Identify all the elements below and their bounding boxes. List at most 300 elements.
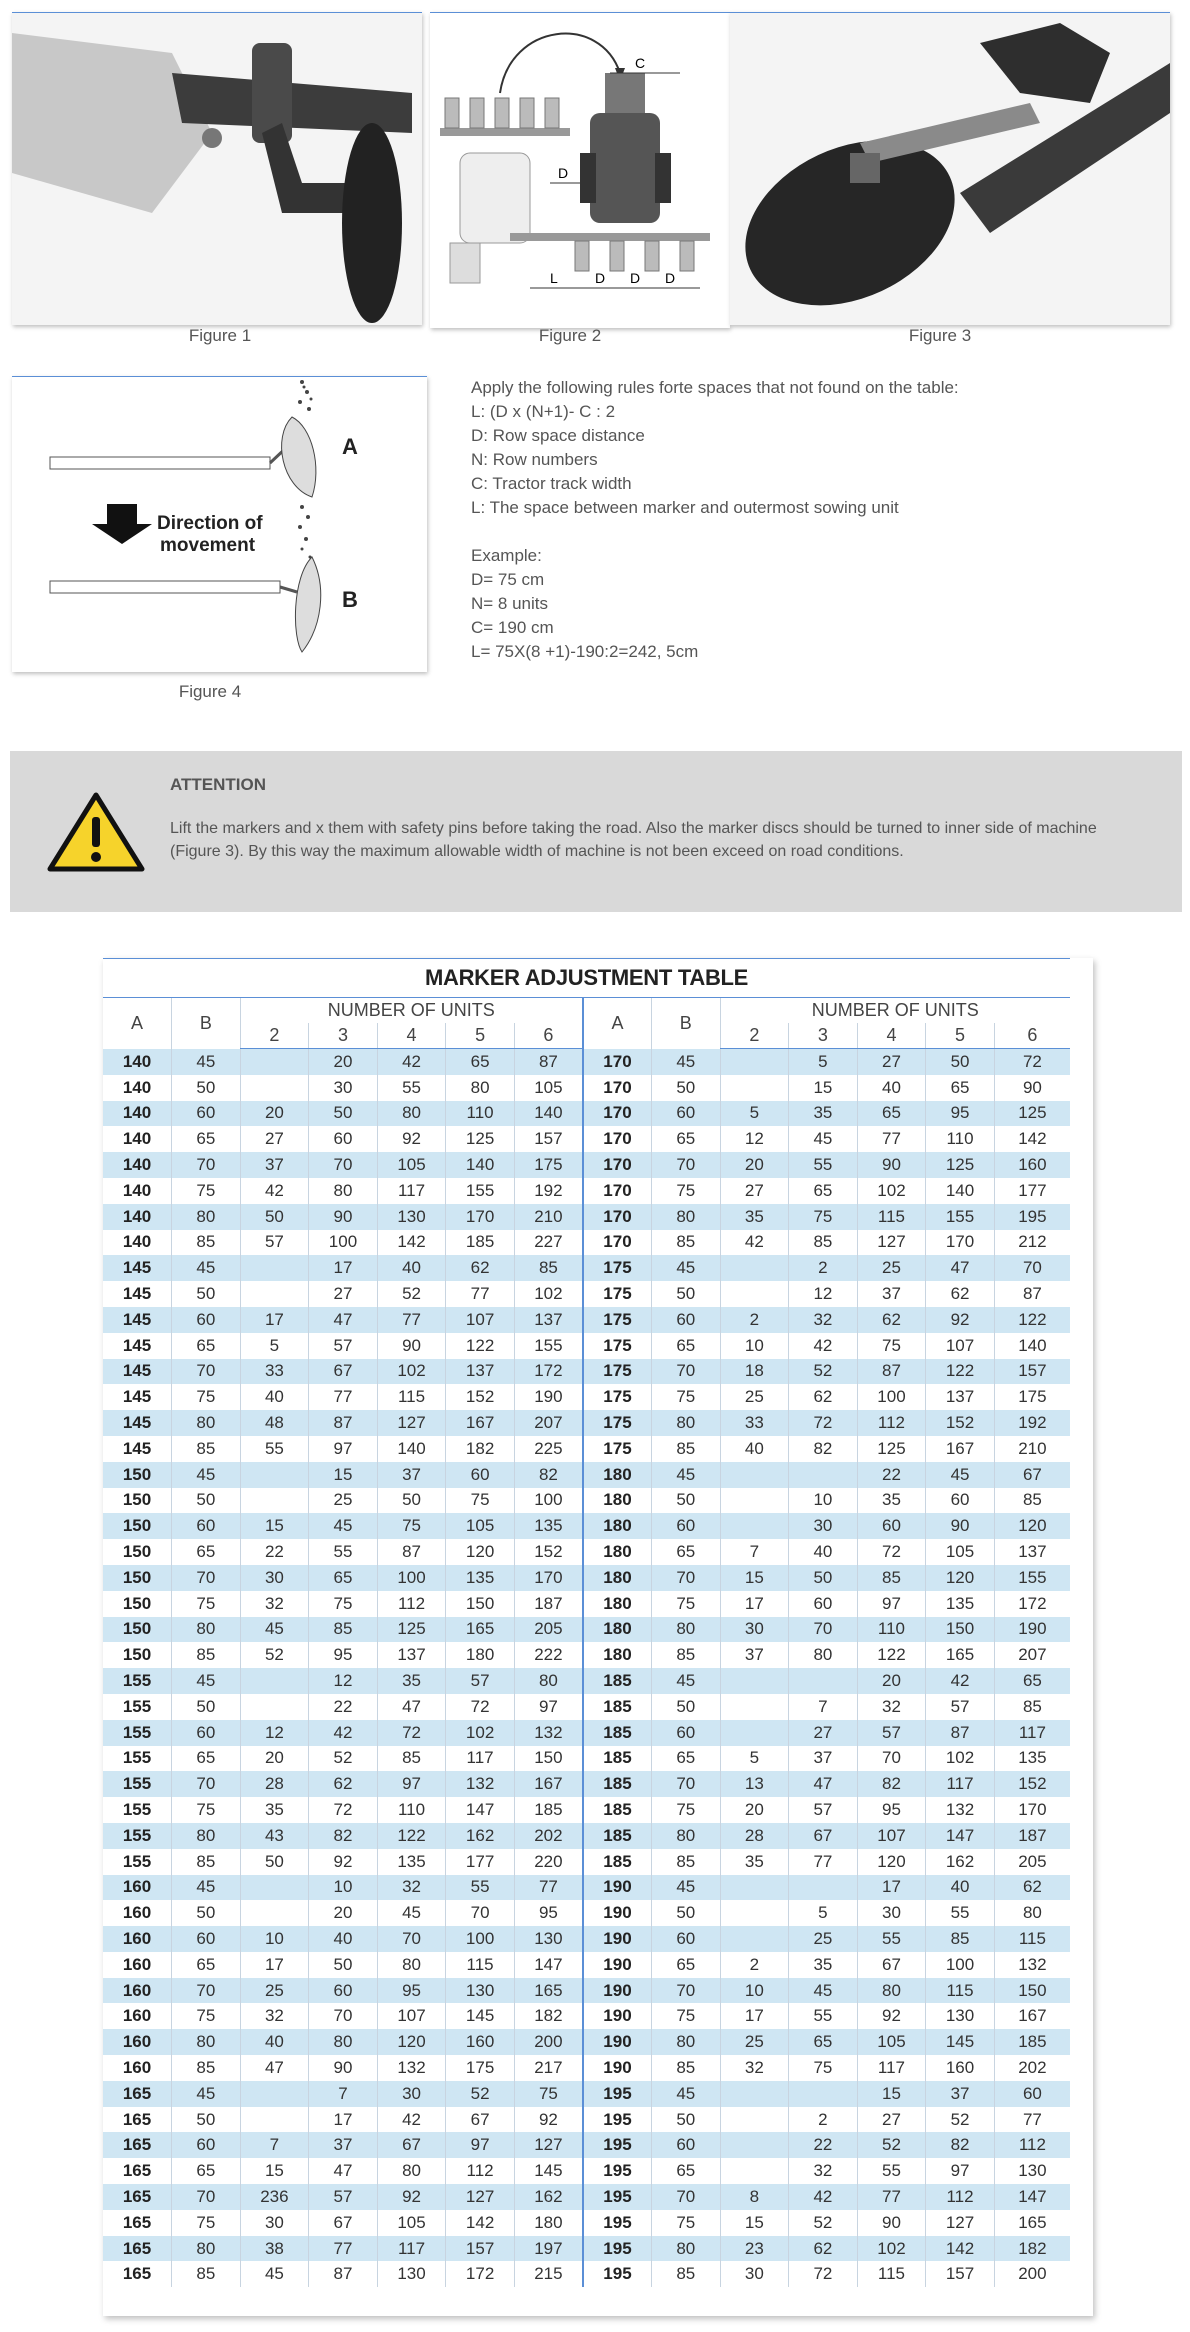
table-cell: 130 bbox=[377, 2261, 446, 2287]
table-cell: 137 bbox=[377, 1642, 446, 1668]
table-cell: 140 bbox=[122, 1232, 152, 1252]
table-cell: 80 bbox=[652, 1204, 721, 1230]
table-cell: 122 bbox=[377, 1823, 446, 1849]
table-row bbox=[103, 1900, 1070, 1926]
adjustment-rules bbox=[471, 376, 1111, 664]
col-header-b-right: B bbox=[652, 998, 721, 1049]
table-cell: 22 bbox=[857, 1462, 926, 1488]
table-row bbox=[103, 2107, 1070, 2133]
table-cell: 70 bbox=[172, 2184, 241, 2210]
table-cell: 95 bbox=[309, 1642, 378, 1668]
table-cell: 15 bbox=[789, 1075, 858, 1101]
table-cell: 127 bbox=[514, 2132, 583, 2158]
table-cell: 70 bbox=[172, 1771, 241, 1797]
table-cell: 52 bbox=[789, 1359, 858, 1385]
table-cell: 125 bbox=[377, 1617, 446, 1643]
table-cell: 50 bbox=[652, 2107, 721, 2133]
table-row bbox=[103, 1230, 1070, 1256]
table-row bbox=[103, 1591, 1070, 1617]
table-cell: 72 bbox=[994, 1049, 1070, 1075]
table-cell: 150 bbox=[103, 1462, 172, 1488]
table-cell: 117 bbox=[377, 1178, 446, 1204]
table-cell: 35 bbox=[240, 1797, 309, 1823]
table-cell: 30 bbox=[377, 2081, 446, 2107]
table-cell: 130 bbox=[514, 1926, 583, 1952]
table-cell: 130 bbox=[377, 1204, 446, 1230]
table-cell: 12 bbox=[240, 1720, 309, 1746]
diagram-label-b: B bbox=[342, 587, 358, 612]
marker-adjustment-table bbox=[103, 958, 1093, 2316]
rule-line: L: The space between marker and outermost sowing unit bbox=[471, 498, 899, 517]
table-cell: 15 bbox=[309, 1462, 378, 1488]
table-cell: 15 bbox=[720, 2210, 789, 2236]
table-cell: 37 bbox=[857, 1281, 926, 1307]
table-cell: 27 bbox=[789, 1720, 858, 1746]
table-cell: 40 bbox=[240, 2029, 309, 2055]
table-cell: 110 bbox=[446, 1101, 515, 1127]
table-cell: 60 bbox=[446, 1462, 515, 1488]
table-cell: 75 bbox=[789, 2055, 858, 2081]
table-cell: 75 bbox=[652, 2003, 721, 2029]
table-cell: 62 bbox=[994, 1875, 1070, 1901]
table-cell: 160 bbox=[103, 2029, 172, 2055]
unit-count-header: 5 bbox=[446, 1023, 515, 1049]
table-cell: 85 bbox=[994, 1694, 1070, 1720]
table-cell: 17 bbox=[309, 1255, 378, 1281]
table-row bbox=[103, 2055, 1070, 2081]
table-cell: 155 bbox=[103, 1668, 172, 1694]
table-row bbox=[103, 1049, 1070, 1075]
table-cell: 172 bbox=[446, 2261, 515, 2287]
table-cell: 72 bbox=[377, 1720, 446, 1746]
table-cell: 147 bbox=[446, 1797, 515, 1823]
table-cell: 127 bbox=[857, 1230, 926, 1256]
table-cell: 7 bbox=[309, 2081, 378, 2107]
table-cell: 80 bbox=[172, 2029, 241, 2055]
table-cell: 180 bbox=[514, 2210, 583, 2236]
table-cell: 57 bbox=[926, 1694, 995, 1720]
table-cell: 185 bbox=[583, 1694, 652, 1720]
table-cell: 55 bbox=[309, 1539, 378, 1565]
table-cell bbox=[720, 2158, 789, 2184]
table-cell: 105 bbox=[377, 1152, 446, 1178]
table-cell: 22 bbox=[240, 1539, 309, 1565]
table-cell: 115 bbox=[446, 1952, 515, 1978]
table-cell: 62 bbox=[789, 2236, 858, 2262]
table-cell bbox=[720, 2132, 789, 2158]
table-cell: 5 bbox=[240, 1333, 309, 1359]
table-cell: 90 bbox=[926, 1513, 995, 1539]
table-cell: 150 bbox=[514, 1746, 583, 1772]
table-cell: 70 bbox=[652, 1152, 721, 1178]
table-cell: 35 bbox=[720, 1849, 789, 1875]
table-cell: 42 bbox=[309, 1720, 378, 1746]
table-cell: 37 bbox=[789, 1746, 858, 1772]
table-cell: 155 bbox=[122, 1696, 152, 1716]
table-cell bbox=[720, 1462, 789, 1488]
table-cell: 72 bbox=[857, 1539, 926, 1565]
table-cell: 185 bbox=[994, 2029, 1070, 2055]
table-cell: 50 bbox=[240, 1849, 309, 1875]
table-cell: 37 bbox=[926, 2081, 995, 2107]
table-cell: 217 bbox=[514, 2055, 583, 2081]
table-cell: 23 bbox=[720, 2236, 789, 2262]
table-cell: 190 bbox=[994, 1617, 1070, 1643]
table-cell: 165 bbox=[103, 2132, 172, 2158]
table-cell: 17 bbox=[309, 2107, 378, 2133]
table-cell: 42 bbox=[377, 1049, 446, 1075]
table-cell: 45 bbox=[172, 1668, 241, 1694]
table-cell: 67 bbox=[377, 2132, 446, 2158]
table-cell: 75 bbox=[514, 2081, 583, 2107]
table-cell: 37 bbox=[720, 1642, 789, 1668]
table-cell: 77 bbox=[446, 1281, 515, 1307]
rule-line: L: (D x (N+1)- C : 2 bbox=[471, 402, 616, 421]
table-cell: 70 bbox=[652, 1359, 721, 1385]
table-cell: 135 bbox=[514, 1513, 583, 1539]
table-cell bbox=[240, 1462, 309, 1488]
table-cell: 175 bbox=[583, 1410, 652, 1436]
table-row bbox=[103, 1410, 1070, 1436]
table-cell: 60 bbox=[172, 1101, 241, 1127]
table-cell: 185 bbox=[583, 1797, 652, 1823]
table-cell: 77 bbox=[789, 1849, 858, 1875]
table-cell: 122 bbox=[994, 1307, 1070, 1333]
table-cell: 65 bbox=[857, 1101, 926, 1127]
table-cell: 27 bbox=[857, 2107, 926, 2133]
table-cell: 75 bbox=[857, 1333, 926, 1359]
table-cell: 125 bbox=[857, 1436, 926, 1462]
table-cell: 28 bbox=[720, 1823, 789, 1849]
table-cell: 157 bbox=[446, 2236, 515, 2262]
table-cell: 17 bbox=[240, 1307, 309, 1333]
table-cell: 135 bbox=[446, 1565, 515, 1591]
table-cell: 145 bbox=[122, 1438, 152, 1458]
table-cell: 60 bbox=[172, 1926, 241, 1952]
table-cell: 150 bbox=[446, 1591, 515, 1617]
table-cell: 87 bbox=[377, 1539, 446, 1565]
table-cell: 80 bbox=[377, 1101, 446, 1127]
unit-count-header: 3 bbox=[789, 1023, 858, 1049]
table-cell: 65 bbox=[652, 1333, 721, 1359]
table-row bbox=[103, 1875, 1070, 1901]
table-cell: 100 bbox=[377, 1565, 446, 1591]
table-cell: 122 bbox=[857, 1642, 926, 1668]
table-cell: 85 bbox=[652, 2261, 721, 2287]
table-cell: 50 bbox=[652, 1900, 721, 1926]
table-cell: 20 bbox=[720, 1797, 789, 1823]
table-cell: 80 bbox=[172, 1204, 241, 1230]
table-cell: 67 bbox=[994, 1462, 1070, 1488]
table-cell bbox=[240, 1694, 309, 1720]
table-cell: 150 bbox=[122, 1542, 152, 1562]
attention-box bbox=[10, 751, 1182, 912]
rule-line: L= 75X(8 +1)-190:2=242, 5cm bbox=[471, 642, 699, 661]
table-cell: 145 bbox=[122, 1284, 152, 1304]
table-cell: 50 bbox=[172, 1281, 241, 1307]
table-cell: 65 bbox=[652, 1539, 721, 1565]
table-cell: 170 bbox=[446, 1204, 515, 1230]
table-cell: 72 bbox=[309, 1797, 378, 1823]
table-cell: 165 bbox=[103, 2184, 172, 2210]
table-cell: 50 bbox=[172, 1694, 241, 1720]
table-cell: 160 bbox=[103, 1875, 172, 1901]
table-cell: 32 bbox=[789, 1307, 858, 1333]
table-cell: 90 bbox=[309, 2055, 378, 2081]
table-cell: 40 bbox=[926, 1875, 995, 1901]
table-cell: 62 bbox=[309, 1771, 378, 1797]
table-cell: 182 bbox=[514, 2003, 583, 2029]
rule-line: Example: bbox=[471, 546, 542, 565]
table-cell: 70 bbox=[446, 1900, 515, 1926]
table-cell bbox=[240, 1668, 309, 1694]
table-cell: 187 bbox=[994, 1823, 1070, 1849]
table-cell: 40 bbox=[309, 1926, 378, 1952]
diagram-label-d-3: D bbox=[665, 270, 676, 286]
table-cell: 8 bbox=[720, 2184, 789, 2210]
unit-count-header: 4 bbox=[857, 1023, 926, 1049]
table-cell: 155 bbox=[103, 1771, 172, 1797]
table-cell: 20 bbox=[240, 1101, 309, 1127]
table-cell: 55 bbox=[926, 1900, 995, 1926]
table-cell: 107 bbox=[857, 1823, 926, 1849]
table-cell bbox=[720, 1488, 789, 1514]
table-cell: 187 bbox=[514, 1591, 583, 1617]
table-cell: 70 bbox=[309, 1152, 378, 1178]
table-cell: 162 bbox=[514, 2184, 583, 2210]
table-cell: 10 bbox=[309, 1875, 378, 1901]
table-cell: 60 bbox=[652, 1513, 721, 1539]
table-cell: 190 bbox=[583, 1978, 652, 2004]
table-cell: 2 bbox=[789, 2107, 858, 2133]
table-cell: 60 bbox=[926, 1488, 995, 1514]
table-cell: 185 bbox=[446, 1230, 515, 1256]
table-cell: 145 bbox=[122, 1335, 152, 1355]
table-cell: 27 bbox=[240, 1126, 309, 1152]
table-cell: 137 bbox=[446, 1359, 515, 1385]
table-cell: 185 bbox=[583, 1746, 652, 1772]
table-cell: 50 bbox=[172, 2107, 241, 2133]
table-cell: 80 bbox=[514, 1668, 583, 1694]
table-cell: 85 bbox=[172, 1642, 241, 1668]
table-cell: 120 bbox=[994, 1513, 1070, 1539]
table-cell: 13 bbox=[720, 1771, 789, 1797]
table-cell: 175 bbox=[583, 1359, 652, 1385]
table-cell: 140 bbox=[122, 1180, 152, 1200]
table-row bbox=[103, 1617, 1070, 1643]
table-cell: 170 bbox=[583, 1230, 652, 1256]
table-cell: 190 bbox=[583, 1952, 652, 1978]
table-cell: 80 bbox=[377, 2158, 446, 2184]
table-cell: 70 bbox=[172, 1565, 241, 1591]
table-cell: 90 bbox=[377, 1333, 446, 1359]
table-cell: 72 bbox=[446, 1694, 515, 1720]
table-cell: 165 bbox=[103, 2081, 172, 2107]
table-cell: 70 bbox=[652, 2184, 721, 2210]
table-cell: 80 bbox=[309, 2029, 378, 2055]
table-cell: 140 bbox=[103, 1152, 172, 1178]
table-cell: 85 bbox=[652, 2055, 721, 2081]
table-cell: 32 bbox=[857, 1694, 926, 1720]
table-cell: 85 bbox=[514, 1255, 583, 1281]
table-cell: 160 bbox=[122, 2057, 152, 2077]
table-cell: 97 bbox=[514, 1694, 583, 1720]
table-cell: 75 bbox=[652, 1797, 721, 1823]
table-cell: 195 bbox=[583, 2132, 652, 2158]
table-cell: 165 bbox=[103, 2236, 172, 2262]
table-cell: 165 bbox=[994, 2210, 1070, 2236]
table-cell: 82 bbox=[514, 1462, 583, 1488]
table-cell: 47 bbox=[926, 1255, 995, 1281]
table-cell: 82 bbox=[789, 1436, 858, 1462]
table-cell: 47 bbox=[240, 2055, 309, 2081]
unit-count-header: 2 bbox=[720, 1023, 789, 1049]
table-cell: 170 bbox=[583, 1204, 652, 1230]
table-row bbox=[103, 1746, 1070, 1772]
table-cell: 55 bbox=[789, 1152, 858, 1178]
table-cell: 105 bbox=[377, 2210, 446, 2236]
table-cell: 52 bbox=[309, 1746, 378, 1772]
table-cell: 50 bbox=[789, 1565, 858, 1591]
table-cell: 100 bbox=[514, 1488, 583, 1514]
table-cell: 65 bbox=[652, 1952, 721, 1978]
table-cell: 102 bbox=[446, 1720, 515, 1746]
table-cell: 150 bbox=[994, 1978, 1070, 2004]
table-cell: 27 bbox=[309, 1281, 378, 1307]
unit-count-header: 6 bbox=[514, 1023, 583, 1049]
table-cell: 32 bbox=[377, 1875, 446, 1901]
table-cell: 145 bbox=[103, 1359, 172, 1385]
table-cell: 97 bbox=[377, 1771, 446, 1797]
table-cell: 30 bbox=[720, 2261, 789, 2287]
table-cell: 202 bbox=[994, 2055, 1070, 2081]
table-cell: 195 bbox=[994, 1204, 1070, 1230]
table-cell: 85 bbox=[172, 1849, 241, 1875]
table-cell: 85 bbox=[652, 1230, 721, 1256]
table-cell: 100 bbox=[926, 1952, 995, 1978]
table-cell: 45 bbox=[652, 1875, 721, 1901]
table-cell: 155 bbox=[122, 1851, 152, 1871]
table-cell: 210 bbox=[994, 1436, 1070, 1462]
table-cell: 80 bbox=[652, 2029, 721, 2055]
table-cell: 48 bbox=[240, 1410, 309, 1436]
table-cell: 175 bbox=[583, 1255, 652, 1281]
table-cell: 65 bbox=[172, 2158, 241, 2184]
table-cell: 50 bbox=[172, 1900, 241, 1926]
table-cell: 112 bbox=[994, 2132, 1070, 2158]
table-cell: 100 bbox=[857, 1384, 926, 1410]
table-cell: 170 bbox=[926, 1230, 995, 1256]
table-cell: 140 bbox=[122, 1077, 152, 1097]
table-cell: 236 bbox=[240, 2184, 309, 2210]
table-cell: 57 bbox=[446, 1668, 515, 1694]
table-cell: 222 bbox=[514, 1642, 583, 1668]
table-cell: 45 bbox=[240, 2261, 309, 2287]
table-cell: 75 bbox=[652, 1178, 721, 1204]
table-cell: 180 bbox=[583, 1591, 652, 1617]
table-cell: 60 bbox=[789, 1591, 858, 1617]
table-cell: 77 bbox=[309, 1384, 378, 1410]
table-row bbox=[103, 1720, 1070, 1746]
table-cell: 37 bbox=[309, 2132, 378, 2158]
table-row bbox=[103, 1075, 1070, 1101]
table-cell: 50 bbox=[240, 1204, 309, 1230]
table-cell: 167 bbox=[994, 2003, 1070, 2029]
table-cell: 65 bbox=[652, 1746, 721, 1772]
table-cell: 72 bbox=[789, 1410, 858, 1436]
table-cell: 60 bbox=[172, 2132, 241, 2158]
table-cell: 137 bbox=[994, 1539, 1070, 1565]
table-cell: 45 bbox=[172, 1875, 241, 1901]
diagram-label-l: L bbox=[550, 270, 558, 286]
table-cell bbox=[240, 2081, 309, 2107]
table-cell: 75 bbox=[172, 2210, 241, 2236]
table-row bbox=[103, 1539, 1070, 1565]
table-cell: 165 bbox=[926, 1642, 995, 1668]
table-row bbox=[103, 2236, 1070, 2262]
table-cell: 145 bbox=[122, 1387, 152, 1407]
table-cell: 142 bbox=[377, 1230, 446, 1256]
table-cell: 50 bbox=[309, 1101, 378, 1127]
table-cell: 147 bbox=[514, 1952, 583, 1978]
table-cell: 155 bbox=[994, 1565, 1070, 1591]
table-cell: 180 bbox=[583, 1617, 652, 1643]
table-row bbox=[103, 1926, 1070, 1952]
table-cell: 150 bbox=[926, 1617, 995, 1643]
table-cell: 60 bbox=[857, 1513, 926, 1539]
diagram-label-d-1: D bbox=[595, 270, 606, 286]
table-cell: 85 bbox=[172, 1436, 241, 1462]
diagram-label-c: C bbox=[635, 55, 646, 71]
table-cell: 25 bbox=[720, 1384, 789, 1410]
attention-text: Lift the markers and x them with safety pins before taking the road. Also the marker discs should be turned to inner side of machine (Figure 3). By this way the maximum allowable width of machine is not been exceed on road conditions. bbox=[170, 820, 1097, 860]
table-cell: 45 bbox=[377, 1900, 446, 1926]
table-cell: 80 bbox=[652, 2236, 721, 2262]
table-cell: 110 bbox=[377, 1797, 446, 1823]
table-cell: 25 bbox=[309, 1488, 378, 1514]
table-cell: 87 bbox=[994, 1281, 1070, 1307]
table-cell: 92 bbox=[377, 1126, 446, 1152]
table-cell: 175 bbox=[583, 1307, 652, 1333]
table-cell: 175 bbox=[583, 1281, 652, 1307]
table-cell: 135 bbox=[377, 1849, 446, 1875]
table-cell: 80 bbox=[994, 1900, 1070, 1926]
table-cell: 155 bbox=[514, 1333, 583, 1359]
table-cell: 52 bbox=[789, 2210, 858, 2236]
table-cell: 70 bbox=[377, 1926, 446, 1952]
table-cell: 40 bbox=[720, 1436, 789, 1462]
col-header-a-right: A bbox=[583, 998, 652, 1049]
table-cell: 65 bbox=[652, 1126, 721, 1152]
table-cell bbox=[720, 2107, 789, 2133]
table-cell: 185 bbox=[583, 1849, 652, 1875]
table-cell: 47 bbox=[309, 1307, 378, 1333]
table-cell: 140 bbox=[122, 1129, 152, 1149]
table-cell: 165 bbox=[446, 1617, 515, 1643]
table-cell: 132 bbox=[377, 2055, 446, 2081]
table-cell: 15 bbox=[720, 1565, 789, 1591]
table-cell: 67 bbox=[789, 1823, 858, 1849]
table-cell: 72 bbox=[789, 2261, 858, 2287]
table-cell: 10 bbox=[720, 1333, 789, 1359]
table-row bbox=[103, 1823, 1070, 1849]
table-cell: 130 bbox=[994, 2158, 1070, 2184]
table-cell: 92 bbox=[926, 1307, 995, 1333]
table-cell: 75 bbox=[172, 1591, 241, 1617]
table-cell: 43 bbox=[240, 1823, 309, 1849]
table-cell: 25 bbox=[720, 2029, 789, 2055]
table-cell: 197 bbox=[514, 2236, 583, 2262]
